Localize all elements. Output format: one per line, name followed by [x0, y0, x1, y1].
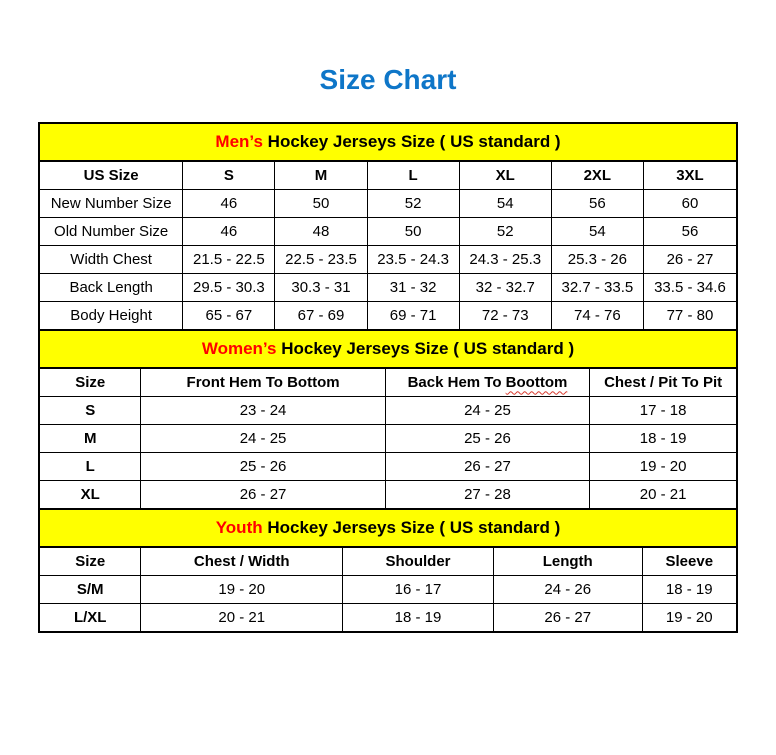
mens-section-title: [39, 123, 737, 161]
womens-column-header-row: [39, 368, 737, 397]
column-header: Sleeve: [642, 547, 737, 576]
column-header: S: [183, 161, 275, 190]
size-value-cell: 52: [459, 217, 551, 245]
column-header: [385, 368, 590, 397]
size-value-cell: 18 - 19: [590, 424, 737, 452]
size-value-cell: 20 - 21: [590, 480, 737, 509]
size-tables: [38, 122, 738, 633]
size-value-cell: 24 - 25: [141, 424, 385, 452]
table-row: [39, 189, 737, 217]
youth-column-header-row: [39, 547, 737, 576]
table-row: [39, 480, 737, 509]
column-header: M: [275, 161, 367, 190]
size-value-cell: 18 - 19: [343, 603, 494, 632]
size-value-cell: 26 - 27: [493, 603, 642, 632]
youth-section-title: [39, 509, 737, 547]
column-header: 2XL: [551, 161, 643, 190]
size-value-cell: 33.5 - 34.6: [643, 273, 737, 301]
size-value-cell: 74 - 76: [551, 301, 643, 330]
table-row: [39, 245, 737, 273]
row-label: L: [39, 452, 141, 480]
section-title-text: Hockey Jerseys Size ( US standard ): [262, 131, 561, 151]
size-value-cell: 32.7 - 33.5: [551, 273, 643, 301]
column-header-text: Back Hem To: [407, 373, 506, 391]
size-value-cell: 30.3 - 31: [275, 273, 367, 301]
size-value-cell: 25 - 26: [385, 424, 590, 452]
section-title-accent: Youth: [215, 517, 263, 537]
row-label: L/XL: [39, 603, 141, 632]
womens-section-header: [39, 330, 737, 368]
column-header: Size: [39, 547, 141, 576]
size-value-cell: 18 - 19: [642, 575, 737, 603]
size-value-cell: 31 - 32: [367, 273, 459, 301]
size-value-cell: 52: [367, 189, 459, 217]
column-header: L: [367, 161, 459, 190]
row-label: Old Number Size: [39, 217, 183, 245]
section-title-accent: Women’s: [201, 338, 277, 358]
mens-column-header-row: [39, 161, 737, 190]
table-row: [39, 575, 737, 603]
section-title-accent: Men’s: [215, 131, 263, 151]
size-value-cell: 27 - 28: [385, 480, 590, 509]
womens-section-title: [39, 330, 737, 368]
section-title-text: Hockey Jerseys Size ( US standard ): [276, 338, 575, 358]
size-value-cell: 21.5 - 22.5: [183, 245, 275, 273]
table-row: [39, 424, 737, 452]
column-header: Length: [493, 547, 642, 576]
size-value-cell: 26 - 27: [141, 480, 385, 509]
size-chart-page: [0, 63, 776, 633]
size-value-cell: 69 - 71: [367, 301, 459, 330]
table-row: [39, 603, 737, 632]
mens-size-table: [38, 122, 738, 331]
size-value-cell: 46: [183, 189, 275, 217]
row-label: Back Length: [39, 273, 183, 301]
column-header: US Size: [39, 161, 183, 190]
size-value-cell: 24 - 26: [493, 575, 642, 603]
row-label: Body Height: [39, 301, 183, 330]
size-value-cell: 65 - 67: [183, 301, 275, 330]
misspelled-word: Boottom: [505, 373, 568, 391]
size-value-cell: 25 - 26: [141, 452, 385, 480]
row-label: M: [39, 424, 141, 452]
womens-size-table: [38, 329, 738, 510]
size-value-cell: 56: [551, 189, 643, 217]
size-value-cell: 72 - 73: [459, 301, 551, 330]
column-header: Front Hem To Bottom: [141, 368, 385, 397]
size-value-cell: 24 - 25: [385, 396, 590, 424]
table-row: [39, 273, 737, 301]
row-label: Width Chest: [39, 245, 183, 273]
size-value-cell: 54: [551, 217, 643, 245]
row-label: New Number Size: [39, 189, 183, 217]
size-value-cell: 22.5 - 23.5: [275, 245, 367, 273]
size-value-cell: 26 - 27: [385, 452, 590, 480]
row-label: S: [39, 396, 141, 424]
size-value-cell: 54: [459, 189, 551, 217]
size-value-cell: 46: [183, 217, 275, 245]
page-title: Size Chart: [319, 64, 457, 95]
size-value-cell: 32 - 32.7: [459, 273, 551, 301]
table-row: [39, 217, 737, 245]
size-value-cell: 60: [643, 189, 737, 217]
size-value-cell: 56: [643, 217, 737, 245]
column-header: Chest / Pit To Pit: [590, 368, 737, 397]
column-header: 3XL: [643, 161, 737, 190]
size-value-cell: 19 - 20: [642, 603, 737, 632]
size-value-cell: 20 - 21: [141, 603, 343, 632]
table-row: [39, 452, 737, 480]
size-value-cell: 24.3 - 25.3: [459, 245, 551, 273]
size-value-cell: 17 - 18: [590, 396, 737, 424]
column-header: Chest / Width: [141, 547, 343, 576]
size-value-cell: 50: [275, 189, 367, 217]
youth-section-header: [39, 509, 737, 547]
row-label: XL: [39, 480, 141, 509]
table-row: [39, 396, 737, 424]
size-value-cell: 23 - 24: [141, 396, 385, 424]
size-value-cell: 25.3 - 26: [551, 245, 643, 273]
size-value-cell: 77 - 80: [643, 301, 737, 330]
size-value-cell: 67 - 69: [275, 301, 367, 330]
size-value-cell: 48: [275, 217, 367, 245]
row-label: S/M: [39, 575, 141, 603]
size-value-cell: 29.5 - 30.3: [183, 273, 275, 301]
youth-size-table: [38, 508, 738, 633]
size-value-cell: 19 - 20: [141, 575, 343, 603]
size-value-cell: 26 - 27: [643, 245, 737, 273]
column-header: XL: [459, 161, 551, 190]
section-title-text: Hockey Jerseys Size ( US standard ): [262, 517, 561, 537]
mens-section-header: [39, 123, 737, 161]
size-value-cell: 19 - 20: [590, 452, 737, 480]
table-row: [39, 301, 737, 330]
size-value-cell: 16 - 17: [343, 575, 494, 603]
size-value-cell: 50: [367, 217, 459, 245]
column-header: Size: [39, 368, 141, 397]
column-header: Shoulder: [343, 547, 494, 576]
size-value-cell: 23.5 - 24.3: [367, 245, 459, 273]
